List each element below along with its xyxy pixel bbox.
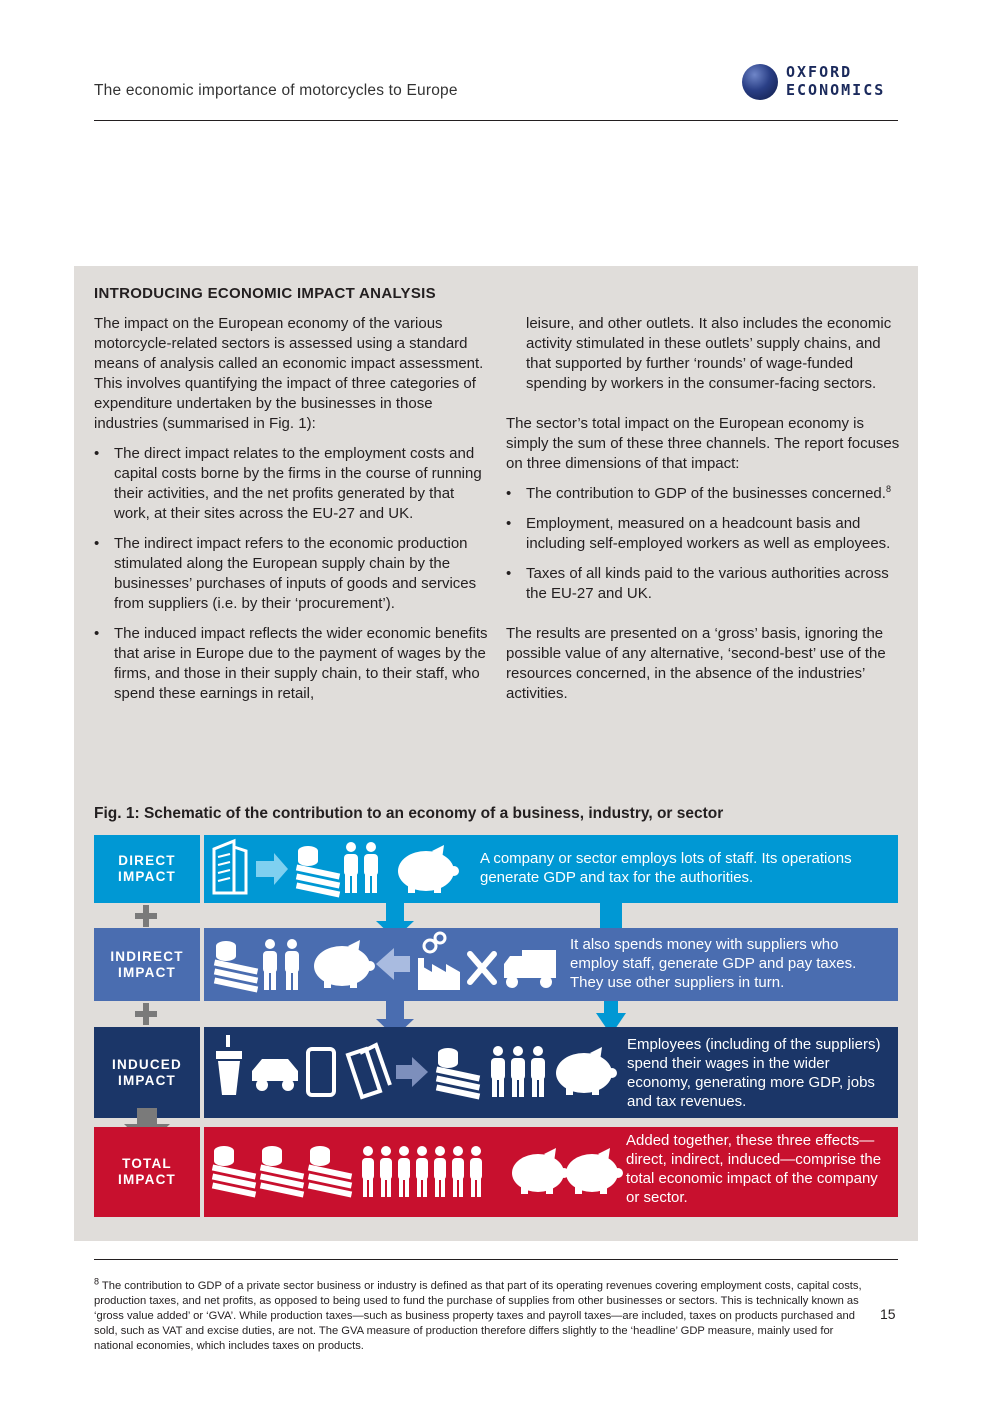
row-total-body (204, 1127, 898, 1217)
label-line-2: IMPACT (118, 1072, 176, 1088)
row-indirect-impact (94, 928, 898, 1001)
coin-stack-icon (260, 1146, 304, 1198)
label-line-2: IMPACT (118, 1172, 176, 1187)
total-impact-description: Added together, these three effects—direct, indirect, induced—comprise the total economic impact of the company or sector. (626, 1132, 882, 1206)
people-icon (344, 842, 378, 893)
oxford-economics-logo (742, 63, 902, 103)
label-direct-impact (94, 835, 200, 903)
piggy-bank-icon (512, 1148, 569, 1194)
row-total-impact (94, 1127, 898, 1217)
bullet-indirect-impact: • The indirect impact refers to the economic production stimulated along the European supply chain by the businesses’ purchases of inputs of goods and services from suppliers (i.e. by their ‘procurement’). (94, 534, 488, 614)
people-icon (362, 1146, 482, 1197)
car-icon (252, 1059, 298, 1091)
piggy-bank-icon (314, 940, 375, 988)
box-heading: INTRODUCING ECONOMIC IMPACT ANALYSIS (94, 285, 436, 302)
label-total-impact (94, 1127, 200, 1217)
smartphone-icon (308, 1049, 334, 1095)
bullet-direct-impact: • The direct impact relates to the employment costs and capital costs borne by the firms in the course of running their activities, and the net profits generated by that work, at their sites across the EU-27 and UK. (94, 444, 488, 524)
coin-stack-icon (436, 1048, 480, 1100)
bullet-gdp (506, 484, 902, 504)
bullet-taxes: • Taxes of all kinds paid to the various authorities across the EU-27 and UK. (506, 564, 902, 604)
continuation-paragraph: leisure, and other outlets. It also includes the economic activity stimulated in these outlets’ supply chains, and that supported by further ‘rounds’ of wage-funded spending by workers in the consumer-facing sectors. (526, 315, 892, 392)
box-left-column (94, 314, 488, 704)
label-induced-impact (94, 1027, 200, 1118)
footnote-reference[interactable]: 8 (885, 484, 891, 494)
arrow-right-icon (396, 1057, 428, 1087)
coin-stack-icon (212, 1146, 256, 1198)
coin-stack-icon (296, 846, 340, 898)
piggy-bank-icon (566, 1148, 623, 1194)
gross-basis-paragraph: The results are presented on a ‘gross’ basis, ignoring the possible value of any alternative, ‘second-best’ use of the resources concerned, in the absence of the industries’ activities. (506, 625, 886, 702)
label-line-1: TOTAL (122, 1156, 172, 1171)
direct-impact-description: A company or sector employs lots of staff. Its operations generate GDP and tax for the authorities. (480, 850, 852, 886)
office-building-icon (214, 841, 246, 893)
bullet-employment: • Employment, measured on a headcount basis and including self-employed workers as well as employees. (506, 514, 902, 554)
impact-bullet-list (94, 444, 488, 704)
tools-icon (470, 954, 494, 982)
truck-icon (504, 950, 556, 988)
page-number: 15 (880, 1306, 896, 1322)
row-induced-body (204, 1027, 898, 1118)
footnote (94, 1276, 864, 1354)
coin-stack-icon (214, 941, 258, 993)
label-line-1: DIRECT (118, 853, 176, 868)
piggy-bank-icon (398, 845, 459, 893)
dimensions-bullet-list (506, 484, 902, 604)
people-icon (263, 939, 299, 990)
coin-stack-icon (308, 1146, 352, 1198)
logo-line-1: OXFORD (786, 63, 853, 81)
logo-line-2: ECONOMICS (786, 81, 886, 99)
bullet-gdp-text: The contribution to GDP of the businesses concerned. (526, 485, 886, 502)
bullet-induced-impact: • The induced impact reflects the wider economic benefits that arise in Europe due to the payment of wages by the firms, and those in their supply chain, to their staff, who spend these earnings in retail, (94, 624, 488, 704)
intro-paragraph: The impact on the European economy of the various motorcycle-related sectors is assessed using a standard means of analysis called an economic impact assessment. This involves quantifying the impact of three categories of expenditure undertaken by the businesses in those industries (summarised in Fig. 1): (94, 315, 484, 432)
footnote-marker: 8 (94, 1276, 100, 1287)
label-line-1: INDIRECT (110, 948, 184, 964)
footnote-text: The contribution to GDP of a private sector business or industry is defined as that part of its operating revenues covering employment costs, capital costs, production taxes, and net profits, as opposed to being used to fund the purchase of supplies from other businesses or sectors. This is technically known as ‘gross value added’ or ‘GVA’. While production taxes—such as business property taxes and payroll taxes—are included, taxes on products purchased and sold, such as VAT and excise duties, are not. The GVA measure of production therefore differs slightly to the ‘headline’ GDP measure, mainly used for national economies, which includes taxes on products. (94, 1280, 862, 1352)
tickets-icon (348, 1045, 390, 1097)
piggy-bank-icon (556, 1047, 617, 1095)
factory-icon (418, 933, 460, 990)
document-header-title: The economic importance of motorcycles to Europe (94, 82, 458, 99)
row-indirect-body (204, 928, 898, 1001)
label-line-2: IMPACT (118, 964, 176, 980)
label-indirect-impact (94, 928, 200, 1001)
label-line-1: INDUCED (112, 1056, 182, 1072)
logo-wordmark (786, 63, 885, 99)
header-divider (94, 120, 898, 121)
arrow-left-icon (376, 948, 410, 980)
total-impact-paragraph: The sector’s total impact on the European economy is simply the sum of these three channels. The report focuses on three dimensions of that impact: (506, 415, 900, 472)
row-direct-body (204, 835, 898, 903)
indirect-impact-description: It also spends money with suppliers who employ staff, generate GDP and pay taxes. They use other suppliers in turn. (570, 936, 857, 991)
logo-globe-icon (742, 64, 778, 100)
figure-title: Fig. 1: Schematic of the contribution to an economy of a business, industry, or sector (94, 805, 724, 822)
arrow-right-icon (256, 853, 288, 885)
footnote-divider (94, 1259, 898, 1260)
row-induced-impact (94, 1027, 898, 1118)
box-right-column (506, 314, 902, 704)
people-icon (491, 1046, 545, 1097)
induced-impact-description: Employees (including of the suppliers) spend their wages in the wider economy, generating more GDP, jobs and tax revenues. (627, 1036, 881, 1110)
label-line-2: IMPACT (118, 869, 176, 884)
row-direct-impact (94, 835, 898, 903)
coffee-cup-icon (216, 1035, 242, 1095)
